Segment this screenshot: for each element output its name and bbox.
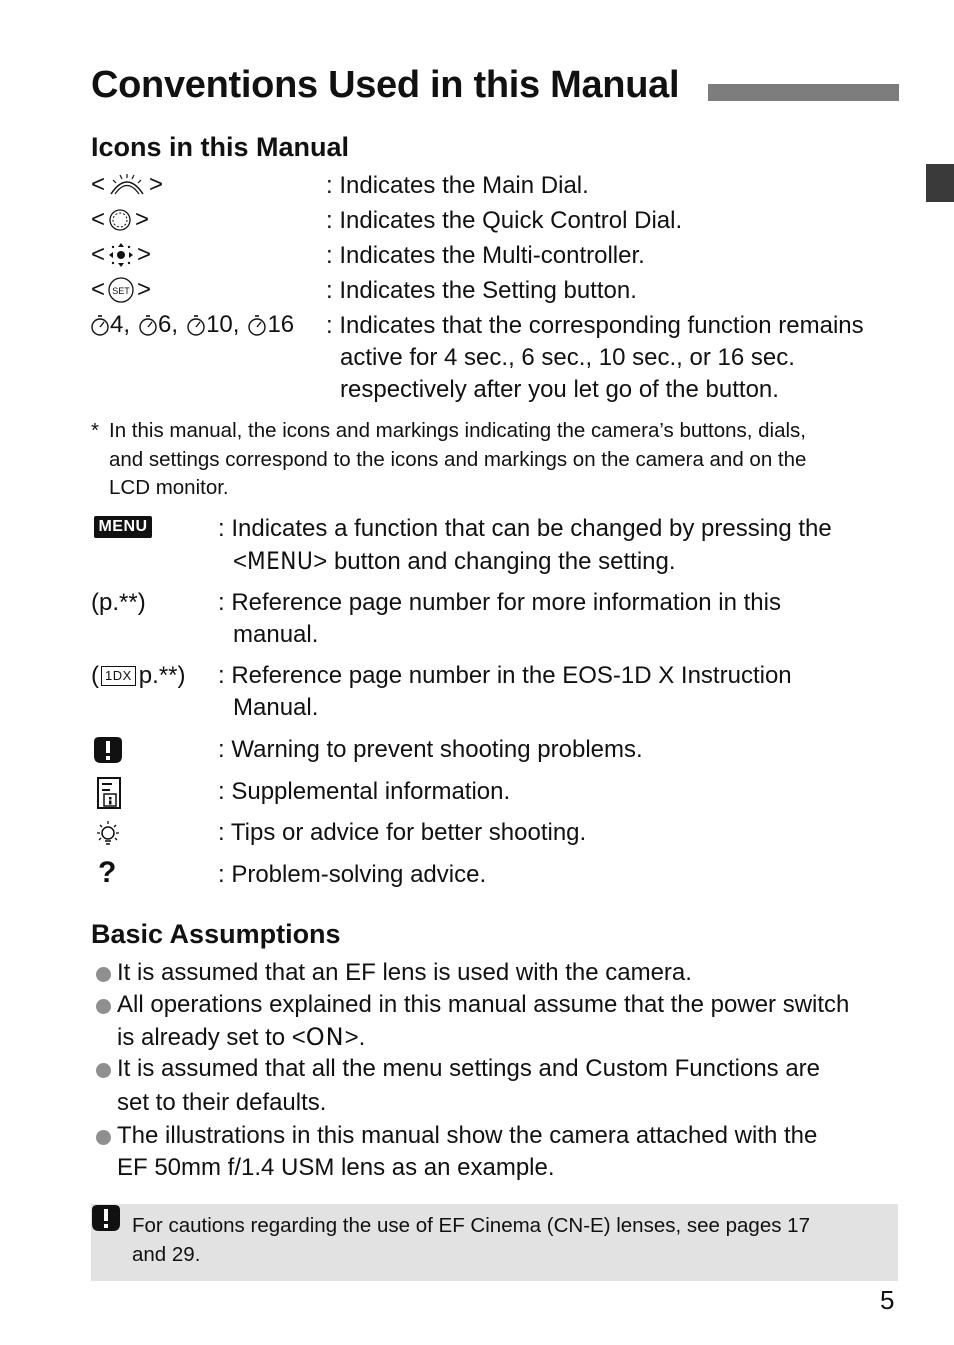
assumption-4 xyxy=(91,1120,817,1152)
main-dial-marker: < > xyxy=(91,171,164,198)
set-button-desc: : Indicates the Setting button. xyxy=(326,277,637,304)
caution-warning-icon xyxy=(91,1204,121,1232)
assumption-2-line1: All operations explained in this manual assume that the power switch xyxy=(117,991,850,1018)
footnote-star: * xyxy=(91,419,99,442)
bullet-dot xyxy=(96,1130,111,1145)
menu-desc-line2: <MENU> button and changing the setting. xyxy=(233,547,676,575)
menu-marker xyxy=(94,516,152,538)
dx-ref-desc-line1: : Reference page number in the EOS-1D X Instruction xyxy=(218,662,792,689)
bullet-dot xyxy=(96,967,111,982)
assumption-2-prefix: is already set to < xyxy=(117,1024,306,1051)
title-rule xyxy=(708,84,899,101)
timer-desc-line1: : Indicates that the corresponding function remains xyxy=(326,312,864,339)
note-desc: : Supplemental information. xyxy=(218,778,511,805)
assumption-2 xyxy=(91,989,849,1021)
timer-label-4: 4 xyxy=(110,311,124,338)
menu-word: MENU xyxy=(247,547,314,575)
assumption-3-line2: set to their defaults. xyxy=(117,1089,327,1116)
menu-badge: MENU xyxy=(94,516,152,538)
assumption-1-text: It is assumed that an EF lens is used with the camera. xyxy=(117,959,692,986)
quick-control-dial-icon xyxy=(107,207,133,233)
set-button-marker: < SET > xyxy=(91,276,152,303)
timer-desc-line3: respectively after you let go of the button. xyxy=(340,376,779,403)
timer-icons: 4 , 6 , 10 , 16 xyxy=(90,311,294,339)
dx-ref-suffix: p.**) xyxy=(138,662,186,689)
timer-desc-line2: active for 4 sec., 6 sec., 10 sec., or 16 sec. xyxy=(340,344,795,371)
multi-controller-desc: : Indicates the Multi-controller. xyxy=(326,242,645,269)
bullet-dot xyxy=(96,1063,111,1078)
warning-icon xyxy=(93,736,123,764)
footnote-line3: LCD monitor. xyxy=(109,476,229,499)
page-ref-label: (p.**) xyxy=(91,589,146,616)
quick-control-dial-marker: < > xyxy=(91,206,150,233)
caution-line2: and 29. xyxy=(132,1243,201,1266)
warning-desc: : Warning to prevent shooting problems. xyxy=(218,736,643,763)
assumption-1 xyxy=(91,957,692,989)
lightbulb-icon xyxy=(93,819,123,849)
question-icon: ? xyxy=(98,856,117,889)
assumptions-heading: Basic Assumptions xyxy=(91,919,341,949)
note-icon xyxy=(96,776,122,810)
problem-desc: : Problem-solving advice. xyxy=(218,861,487,888)
main-dial-desc: : Indicates the Main Dial. xyxy=(326,172,589,199)
assumption-2-line2 xyxy=(117,1021,365,1054)
timer-icon xyxy=(186,312,206,338)
page-ref-desc-line1: : Reference page number for more information in this xyxy=(218,589,781,616)
footnote-line1: In this manual, the icons and markings indicating the camera’s buttons, dials, xyxy=(109,419,806,442)
dx-box: 1DX xyxy=(101,666,136,686)
main-dial-icon xyxy=(107,172,147,198)
quick-control-dial-desc: : Indicates the Quick Control Dial. xyxy=(326,207,683,234)
timer-label-10: 10 xyxy=(206,311,233,338)
timer-icon xyxy=(247,312,267,338)
on-switch-label: ON xyxy=(305,1023,345,1051)
assumption-2-suffix: >. xyxy=(344,1024,366,1051)
page-title: Conventions Used in this Manual xyxy=(91,64,680,106)
assumption-3-line1: It is assumed that all the menu settings and Custom Functions are xyxy=(117,1055,821,1082)
set-button-icon xyxy=(107,276,135,304)
footnote-line2: and settings correspond to the icons and markings on the camera and on the xyxy=(109,448,807,471)
multi-controller-marker: < > xyxy=(91,241,152,268)
timer-icon xyxy=(138,312,158,338)
chapter-tab xyxy=(926,164,954,202)
timer-label-6: 6 xyxy=(158,311,172,338)
icons-heading: Icons in this Manual xyxy=(91,132,350,162)
assumption-3 xyxy=(91,1053,820,1085)
assumption-4-line1: The illustrations in this manual show the camera attached with the xyxy=(117,1122,818,1149)
tips-desc: : Tips or advice for better shooting. xyxy=(218,819,587,846)
page-ref-desc-line2: manual. xyxy=(233,621,319,648)
assumption-4-line2: EF 50mm f/1.4 USM lens as an example. xyxy=(117,1154,555,1181)
dx-ref-desc-line2: Manual. xyxy=(233,694,319,721)
multi-controller-icon xyxy=(107,242,135,268)
menu-desc-line1: : Indicates a function that can be changed by pressing the xyxy=(218,515,832,542)
page-number: 5 xyxy=(880,1285,895,1315)
timer-icon xyxy=(90,312,110,338)
caution-line1: For cautions regarding the use of EF Cinema (CN-E) lenses, see pages 17 xyxy=(132,1214,810,1237)
svg-text:SET: SET xyxy=(112,286,130,296)
bullet-dot xyxy=(96,999,111,1014)
timer-label-16: 16 xyxy=(267,311,295,338)
menu-desc-line2-text: button and changing the setting. xyxy=(333,548,676,575)
dx-ref-label: ( 1DX p.**) xyxy=(91,660,185,692)
